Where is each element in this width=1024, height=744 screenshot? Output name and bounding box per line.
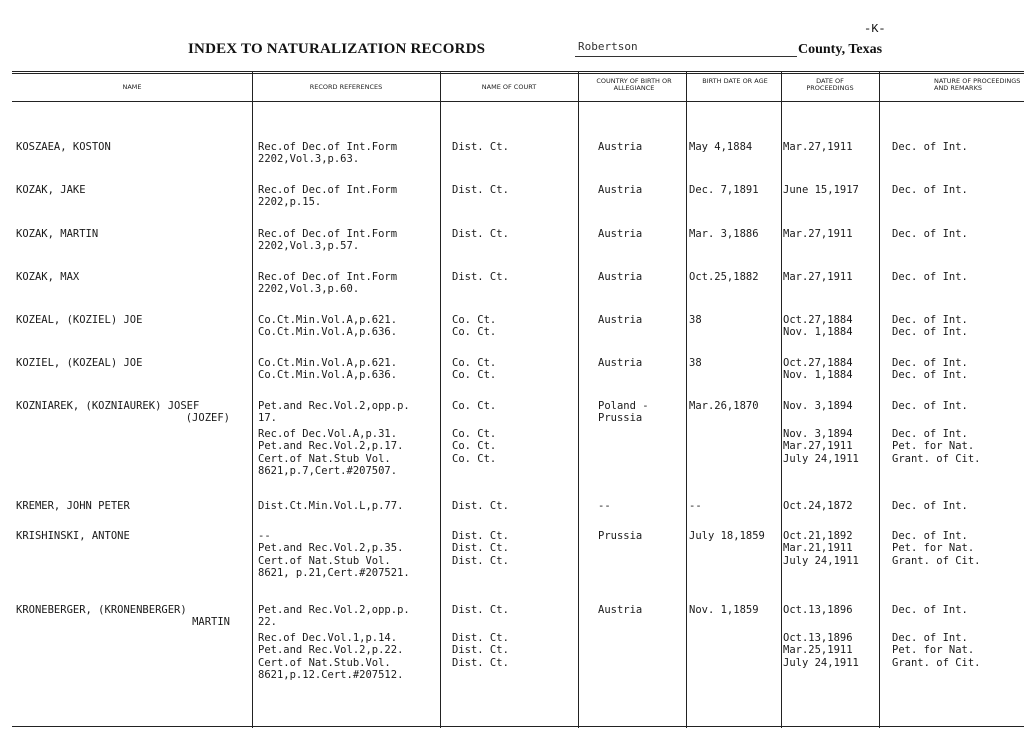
proceeding-date: Oct.27,1884 xyxy=(783,357,853,369)
page-title: INDEX TO NATURALIZATION RECORDS xyxy=(188,41,486,57)
col-divider xyxy=(879,72,880,728)
entry-name: KOSZAEA, KOSTON xyxy=(16,141,111,153)
court-name: Dist. Ct. xyxy=(452,554,509,567)
record-ref: Dist.Ct.Min.Vol.L,p.77. xyxy=(258,500,404,512)
court-name: Dist. Ct. xyxy=(452,604,509,616)
proceeding-nature: Grant. of Cit. xyxy=(892,656,981,669)
proceeding-nature: Grant. of Cit. xyxy=(892,452,981,465)
birth-country: Prussia xyxy=(598,412,643,425)
record-ref: Co.Ct.Min.Vol.A,p.621. xyxy=(258,314,398,326)
proceeding-date: Mar.21,1911 xyxy=(783,542,853,555)
record-ref: Rec.of Dec.of Int.Form xyxy=(258,141,398,153)
birth-country: Austria xyxy=(598,357,643,369)
proceeding-date: Oct.27,1884 xyxy=(783,314,853,326)
birth-country: Austria xyxy=(598,271,643,283)
court-name: Dist. Ct. xyxy=(452,631,509,644)
proceeding-date: Oct.13,1896 xyxy=(783,631,853,644)
court-name: Dist. Ct. xyxy=(452,228,509,240)
proceeding-nature: Dec. of Int. xyxy=(892,314,968,326)
col-header-name: NAME xyxy=(122,83,142,91)
birth-date: July 18,1859 xyxy=(689,530,765,542)
county-label: County, Texas xyxy=(798,42,883,57)
birth-date: Nov. 1,1859 xyxy=(689,604,759,616)
col-header-birth: BIRTH DATE OR AGE xyxy=(702,77,768,85)
entry-name: KOZEAL, (KOZIEL) JOE xyxy=(16,314,143,326)
proceeding-nature: Dec. of Int. xyxy=(892,530,968,542)
entry-name-continued: MARTIN xyxy=(192,616,230,629)
proceeding-date: Mar.25,1911 xyxy=(783,644,853,657)
record-ref: Rec.of Dec.Vol.1,p.14. xyxy=(258,631,398,644)
proceeding-nature: Dec. of Int. xyxy=(892,500,968,512)
record-ref: 2202,p.15. xyxy=(258,196,322,209)
col-header-record: RECORD REFERENCES xyxy=(309,83,383,91)
birth-country: Austria xyxy=(598,604,643,616)
record-ref: Pet.and Rec.Vol.2,p.17. xyxy=(258,440,404,453)
proceeding-nature: Dec. of Int. xyxy=(892,228,968,240)
proceeding-nature: Dec. of Int. xyxy=(892,427,968,440)
entry-name: KRONEBERGER, (KRONENBERGER) xyxy=(16,604,187,616)
court-name: Co. Ct. xyxy=(452,369,497,382)
birth-date: Oct.25,1882 xyxy=(689,271,759,283)
record-ref: 8621,p.12.Cert.#207512. xyxy=(258,669,404,681)
record-ref: 8621,p.7,Cert.#207507. xyxy=(258,465,398,477)
rule-header-bottom xyxy=(12,101,1024,102)
record-ref: Co.Ct.Min.Vol.A,p.621. xyxy=(258,357,398,369)
proceeding-date: Mar.27,1911 xyxy=(783,141,853,153)
rule-top xyxy=(12,71,1024,72)
entry-name: KOZAK, MAX xyxy=(16,271,80,283)
col-divider xyxy=(252,72,253,728)
proceeding-nature: Pet. for Nat. xyxy=(892,440,975,453)
record-ref: Cert.of Nat.Stub Vol. xyxy=(258,452,391,465)
proceeding-nature: Dec. of Int. xyxy=(892,400,968,412)
court-name: Co. Ct. xyxy=(452,400,497,412)
birth-date: Mar.26,1870 xyxy=(689,400,759,412)
proceeding-nature: Dec. of Int. xyxy=(892,141,968,153)
county-name: Robertson xyxy=(578,40,638,53)
col-header-country: COUNTRY OF BIRTH OR ALLEGIANCE xyxy=(596,77,672,92)
birth-country: Prussia xyxy=(598,530,643,542)
record-ref: Co.Ct.Min.Vol.A,p.636. xyxy=(258,326,398,339)
birth-date: Mar. 3,1886 xyxy=(689,228,759,240)
record-ref: Cert.of Nat.Stub.Vol. xyxy=(258,656,391,669)
court-name: Co. Ct. xyxy=(452,326,497,339)
birth-country: Austria xyxy=(598,228,643,240)
proceeding-date: July 24,1911 xyxy=(783,554,859,567)
court-name: Co. Ct. xyxy=(452,440,497,453)
court-name: Co. Ct. xyxy=(452,357,497,369)
col-header-nature: NATURE OF PROCEEDINGS AND REMARKS xyxy=(934,77,1021,92)
court-name: Dist. Ct. xyxy=(452,542,509,555)
proceeding-date: July 24,1911 xyxy=(783,656,859,669)
col-header-date: DATE OF PROCEEDINGS xyxy=(806,77,854,92)
page-letter: -K- xyxy=(864,22,886,36)
proceeding-date: Nov. 3,1894 xyxy=(783,427,853,440)
record-ref: Pet.and Rec.Vol.2,p.22. xyxy=(258,644,404,657)
proceeding-nature: Dec. of Int. xyxy=(892,271,968,283)
record-ref: 17. xyxy=(258,412,277,425)
rule-top-2 xyxy=(12,73,1024,74)
proceeding-date: Mar.27,1911 xyxy=(783,440,853,453)
entry-name: KREMER, JOHN PETER xyxy=(16,500,130,512)
court-name: Dist. Ct. xyxy=(452,271,509,283)
proceeding-date: Oct.13,1896 xyxy=(783,604,853,616)
proceeding-nature: Pet. for Nat. xyxy=(892,644,975,657)
court-name: Co. Ct. xyxy=(452,452,497,465)
proceeding-nature: Dec. of Int. xyxy=(892,604,968,616)
court-name: Dist. Ct. xyxy=(452,184,509,196)
proceeding-date: June 15,1917 xyxy=(783,184,859,196)
birth-country: Austria xyxy=(598,184,643,196)
record-ref: Pet.and Rec.Vol.2,opp.p. xyxy=(258,604,410,616)
court-name: Dist. Ct. xyxy=(452,656,509,669)
entry-name-continued: (JOZEF) xyxy=(185,412,230,425)
record-ref: 22. xyxy=(258,616,277,629)
proceeding-nature: Dec. of Int. xyxy=(892,631,968,644)
birth-date: Dec. 7,1891 xyxy=(689,184,759,196)
record-ref: Rec.of Dec.of Int.Form xyxy=(258,271,398,283)
record-ref: Rec.of Dec.of Int.Form xyxy=(258,184,398,196)
proceeding-date: Nov. 3,1894 xyxy=(783,400,853,412)
record-ref: Pet.and Rec.Vol.2,opp.p. xyxy=(258,400,410,412)
record-ref: -- xyxy=(258,530,271,542)
proceeding-date: Oct.21,1892 xyxy=(783,530,853,542)
proceeding-nature: Grant. of Cit. xyxy=(892,554,981,567)
birth-country: Austria xyxy=(598,141,643,153)
entry-name: KOZNIAREK, (KOZNIAUREK) JOSEF xyxy=(16,400,200,412)
proceeding-nature: Dec. of Int. xyxy=(892,184,968,196)
record-ref: Pet.and Rec.Vol.2,p.35. xyxy=(258,542,404,555)
proceeding-date: July 24,1911 xyxy=(783,452,859,465)
col-header-court: NAME OF COURT xyxy=(481,83,537,91)
birth-date: 38 xyxy=(689,357,702,369)
proceeding-nature: Pet. for Nat. xyxy=(892,542,975,555)
rule-bottom xyxy=(12,726,1024,727)
proceeding-date: Mar.27,1911 xyxy=(783,271,853,283)
record-ref: Rec.of Dec.Vol.A,p.31. xyxy=(258,427,398,440)
record-ref: 2202,Vol.3,p.57. xyxy=(258,240,360,253)
proceeding-date: Nov. 1,1884 xyxy=(783,369,853,382)
record-ref: Co.Ct.Min.Vol.A,p.636. xyxy=(258,369,398,382)
proceeding-date: Oct.24,1872 xyxy=(783,500,853,512)
col-divider xyxy=(578,72,579,728)
court-name: Dist. Ct. xyxy=(452,500,509,512)
birth-date: -- xyxy=(689,500,702,512)
record-ref: 8621, p.21,Cert.#207521. xyxy=(258,567,410,580)
court-name: Dist. Ct. xyxy=(452,530,509,542)
proceeding-nature: Dec. of Int. xyxy=(892,369,968,382)
col-divider xyxy=(686,72,687,728)
entry-name: KOZAK, JAKE xyxy=(16,184,86,196)
birth-country: Poland - xyxy=(598,400,649,412)
court-name: Dist. Ct. xyxy=(452,644,509,657)
record-ref: 2202,Vol.3,p.60. xyxy=(258,283,360,296)
proceeding-nature: Dec. of Int. xyxy=(892,326,968,339)
birth-date: May 4,1884 xyxy=(689,141,753,153)
court-name: Co. Ct. xyxy=(452,427,497,440)
proceeding-date: Mar.27,1911 xyxy=(783,228,853,240)
court-name: Co. Ct. xyxy=(452,314,497,326)
birth-country: -- xyxy=(598,500,611,512)
proceeding-date: Nov. 1,1884 xyxy=(783,326,853,339)
record-ref: Cert.of Nat.Stub Vol. xyxy=(258,554,391,567)
col-divider xyxy=(781,72,782,728)
court-name: Dist. Ct. xyxy=(452,141,509,153)
birth-country: Austria xyxy=(598,314,643,326)
entry-name: KOZIEL, (KOZEAL) JOE xyxy=(16,357,143,369)
col-divider xyxy=(440,72,441,728)
birth-date: 38 xyxy=(689,314,702,326)
record-ref: 2202,Vol.3,p.63. xyxy=(258,153,360,166)
entry-name: KRISHINSKI, ANTONE xyxy=(16,530,130,542)
county-underline xyxy=(575,56,797,57)
entry-name: KOZAK, MARTIN xyxy=(16,228,99,240)
record-ref: Rec.of Dec.of Int.Form xyxy=(258,228,398,240)
proceeding-nature: Dec. of Int. xyxy=(892,357,968,369)
